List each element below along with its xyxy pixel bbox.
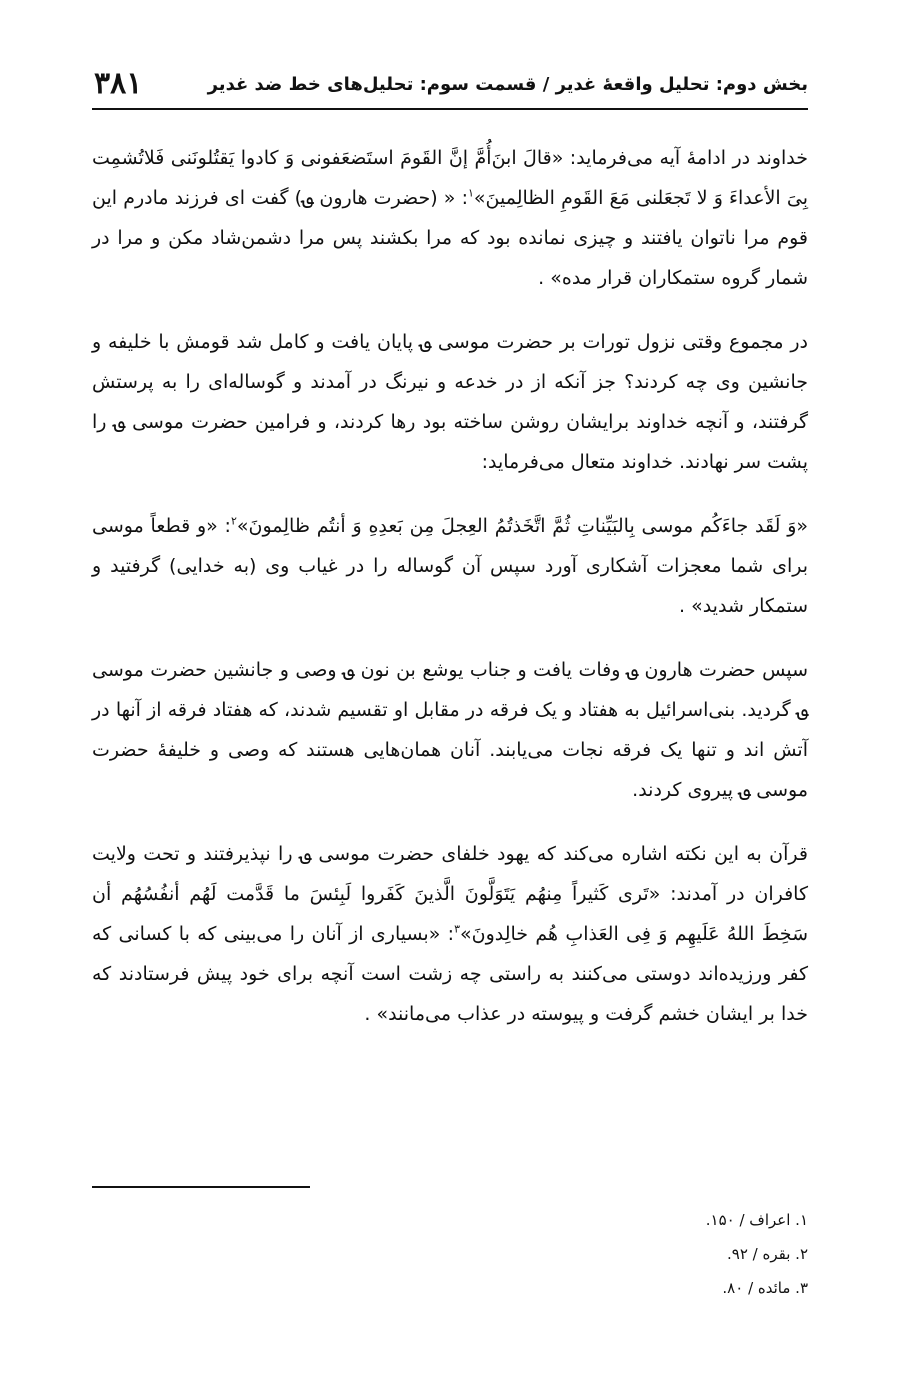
footnote-3: ۳. مائده / ۸۰. [722,1279,808,1297]
paragraph-2: در مجموع وقتی نزول تورات بر حضرت موسی ؈ پایان یافت و کامل شد قومش با خلیفه و جانشین وی چه کردند؟ جز آنکه از در خدعه و نیرنگ در آمدند و گوساله‌ای را به پرستش گرفتند، و آنچه خداوند برایشان روشن ساخته بود رها کردند، و فرامین حضرت موسی ؈ را پشت سر نهادند. خداوند متعال می‌فرماید: [92,331,808,473]
paragraph-intro: خداوند در ادامهٔ آیه می‌فرماید: « [551,147,808,169]
quote-translation: : «و قطعاً موسی برای شما معجزات آشکاری آورد سپس آن گوساله را در غیاب وی (به خدایی) گرفتید و ستمکار شدید» . [92,515,808,617]
paragraph-4: سپس حضرت هارون ؈ وفات یافت و جناب یوشع بن نون ؈ وصی و جانشین حضرت موسی ؈ گردید. بنی‌اسرائیل به هفتاد و یک فرقه در مقابل او تقسیم شدند، که هفتاد فرقه از آنها در آتش اند و تنها یک فرقه نجات می‌یابند. آنان همان‌هایی هستند که وصی و خلیفهٔ حضرت موسی ؈ پیروی کردند. [92,659,808,801]
body-text [92,138,808,1034]
page-header [92,60,808,110]
footnote-divider [92,1186,310,1188]
footnote-1: ۱. اعراف / ۱۵۰. [705,1211,808,1229]
quran-quote: وَ لَقَد جاءَکُم موسی بِالبَیِّناتِ ثُمَّ اتَّخَذتُمُ العِجلَ مِن بَعدِهِ وَ أنتُم ظالِمونَ [248,515,797,537]
paragraph-intro: « [796,515,808,537]
quote-translation: : «بسیاری از آنان را می‌بینی که با کسانی که کفر ورزیده‌اند دوستی می‌کنند به راستی چه زشت است آنچه برای خود پیش فرستادند که خدا بر ایشان خشم گرفت و پیوسته در عذاب می‌مانند» . [92,923,808,1025]
page-number: ۳۸۱ [94,66,143,101]
footnote-2: ۲. بقره / ۹۲. [727,1245,808,1263]
page-content [92,60,808,1058]
footnotes [508,1203,808,1305]
paragraph-3 [92,506,808,626]
quote-close: » [236,515,249,537]
quran-quote: قالَ ابنَ‌أُمَّ إنَّ القَومَ استَضعَفونی وَ کادوا یَقتُلونَنی فَلاتُشمِت بِیَ الأعداءَ وَ لا تَجعَلنی مَعَ القَومِ الظالِمینَ [92,147,808,209]
footnote-ref[interactable]: ۲ [230,514,237,528]
paragraph-intro: قرآن به این نکته اشاره می‌کند که یهود خلفای حضرت موسی ؈ را نپذیرفتند و تحت ولایت کافران در آمدند: « [92,843,808,905]
footnote-ref[interactable]: ۳ [454,922,460,936]
quote-close: » [473,187,486,209]
paragraph-1 [92,138,808,298]
running-title: بخش دوم: تحلیل واقعهٔ غدیر / قسمت سوم: تحلیل‌های خط ضد غدیر [207,74,808,95]
quote-close: » [459,923,472,945]
quran-quote: تَری کَثیراً مِنهُم یَتَوَلَّونَ الَّذینَ کَفَروا لَبِئسَ ما قَدَّمت لَهُم أنفُسُهُم أن سَخِطَ اللهُ عَلَیهِم وَ فِی العَذابِ هُم خالِدونَ [92,883,808,945]
footnote-ref[interactable]: ۱ [468,186,474,200]
quote-translation: : « (حضرت هارون ؈) گفت ای فرزند مادرم این قوم مرا ناتوان یافتند و چیزی نمانده بود که مرا بکشند پس مرا دشمن‌شاد مکن و مرا در شمار گروه ستمکاران قرار مده» . [92,187,808,289]
paragraph-5 [92,834,808,1034]
